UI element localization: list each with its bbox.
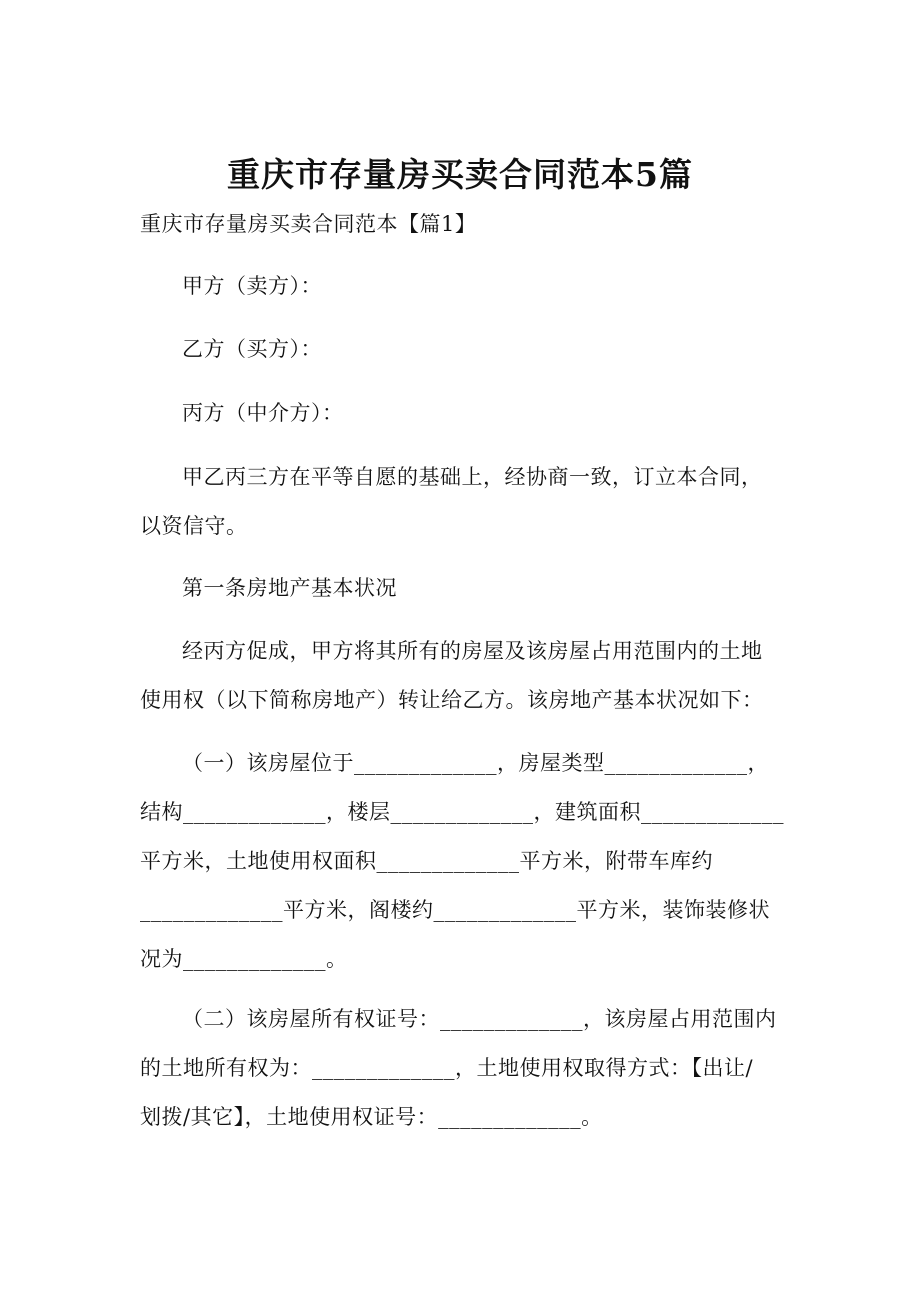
- article-1-intro: [140, 627, 780, 725]
- clause-1-line: _____________平方米，阁楼约_____________平方米，装饰装修状: [140, 898, 770, 922]
- section-heading: 重庆市存量房买卖合同范本【篇1】: [140, 212, 477, 236]
- clause-1-paragraph: [140, 739, 784, 984]
- clause-1-line: 结构_____________，楼层_____________，建筑面积_____________: [140, 800, 784, 824]
- clause-2-line: 划拨/其它】，土地使用权证号：_____________。: [140, 1105, 603, 1129]
- article-1-intro-line: 使用权（以下简称房地产）转让给乙方。该房地产基本状况如下：: [140, 688, 764, 712]
- party-a-line: 甲方（卖方）：: [182, 274, 322, 298]
- clause-1-line: 况为_____________。: [140, 947, 348, 971]
- preamble-paragraph: [140, 453, 780, 551]
- party-c-line: 丙方（中介方）：: [182, 401, 344, 425]
- article-1-heading: 第一条房地产基本状况: [182, 576, 397, 600]
- article-1-intro-line: 经丙方促成，甲方将其所有的房屋及该房屋占用范围内的土地: [182, 639, 763, 663]
- document-title: 重庆市存量房买卖合同范本5篇: [227, 155, 693, 194]
- clause-1-line: 平方米，土地使用权面积_____________平方米，附带车库约: [140, 849, 713, 873]
- preamble-line: 甲乙丙三方在平等自愿的基础上，经协商一致，订立本合同，: [182, 465, 763, 489]
- clause-2-paragraph: [140, 995, 780, 1142]
- party-b-line: 乙方（买方）：: [182, 337, 322, 361]
- clause-2-line: 的土地所有权为：_____________，土地使用权取得方式：【出让/: [140, 1056, 754, 1080]
- clause-1-line: （一）该房屋位于_____________，房屋类型_____________，: [182, 751, 769, 775]
- clause-2-line: （二）该房屋所有权证号：_____________，该房屋占用范围内: [182, 1007, 777, 1031]
- preamble-line: 以资信守。: [140, 514, 248, 538]
